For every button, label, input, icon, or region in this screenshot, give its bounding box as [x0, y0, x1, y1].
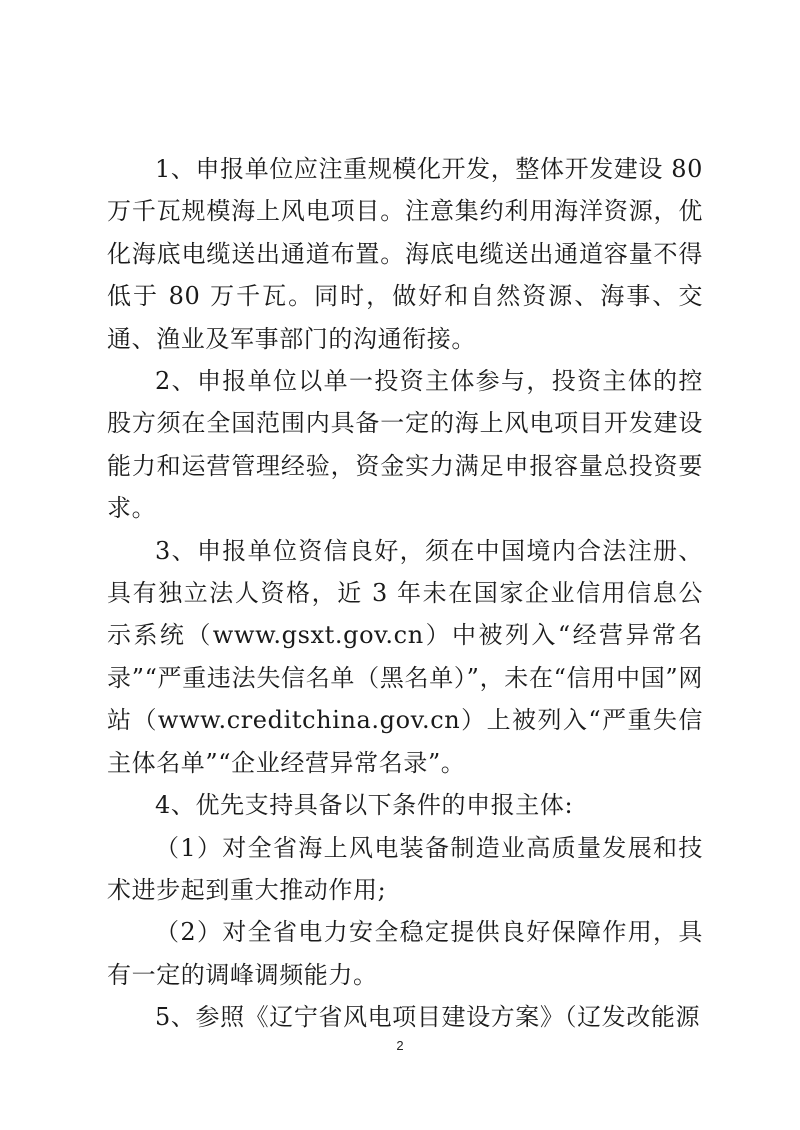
document-body [107, 148, 703, 1039]
paragraph-requirement-4: 4、优先支持具备以下条件的申报主体: [155, 791, 574, 820]
paragraph-requirement-1: 1、申报单位应注重规模化开发，整体开发建设 80 万千瓦规模海上风电项目。注意集约利用海洋资源，优化海底电缆送出通道布置。海底电缆送出通道容量不得低于 80 万千瓦。同时，做好和自然资源、海事、交通、渔业及军事部门的沟通衔接。 [107, 155, 703, 353]
paragraph-condition-2: （2）对全省电力安全稳定提供良好保障作用，具有一定的调峰调频能力。 [107, 918, 703, 989]
paragraph-requirement-2: 2、申报单位以单一投资主体参与，投资主体的控股方须在全国范围内具备一定的海上风电项目开发建设能力和运营管理经验，资金实力满足申报容量总投资要求。 [107, 367, 703, 523]
page-number: 2 [396, 1038, 404, 1053]
paragraph-condition-1: （1）对全省海上风电装备制造业高质量发展和技术进步起到重大推动作用; [107, 833, 703, 904]
paragraph-requirement-3: 3、申报单位资信良好，须在中国境内合法注册、具有独立法人资格，近 3 年未在国家企业信用信息公示系统（www.gsxt.gov.cn）中被列入“经营异常名录”“严重违法失信名单（黑名单）”，未在“信用中国”网站（www.creditchina.gov.cn）上被列入“严重失信主体名单”“企业经营异常名录”。 [107, 536, 703, 777]
paragraph-requirement-5: 5、参照《辽宁省风电项目建设方案》（辽发改能源 [155, 1003, 701, 1032]
